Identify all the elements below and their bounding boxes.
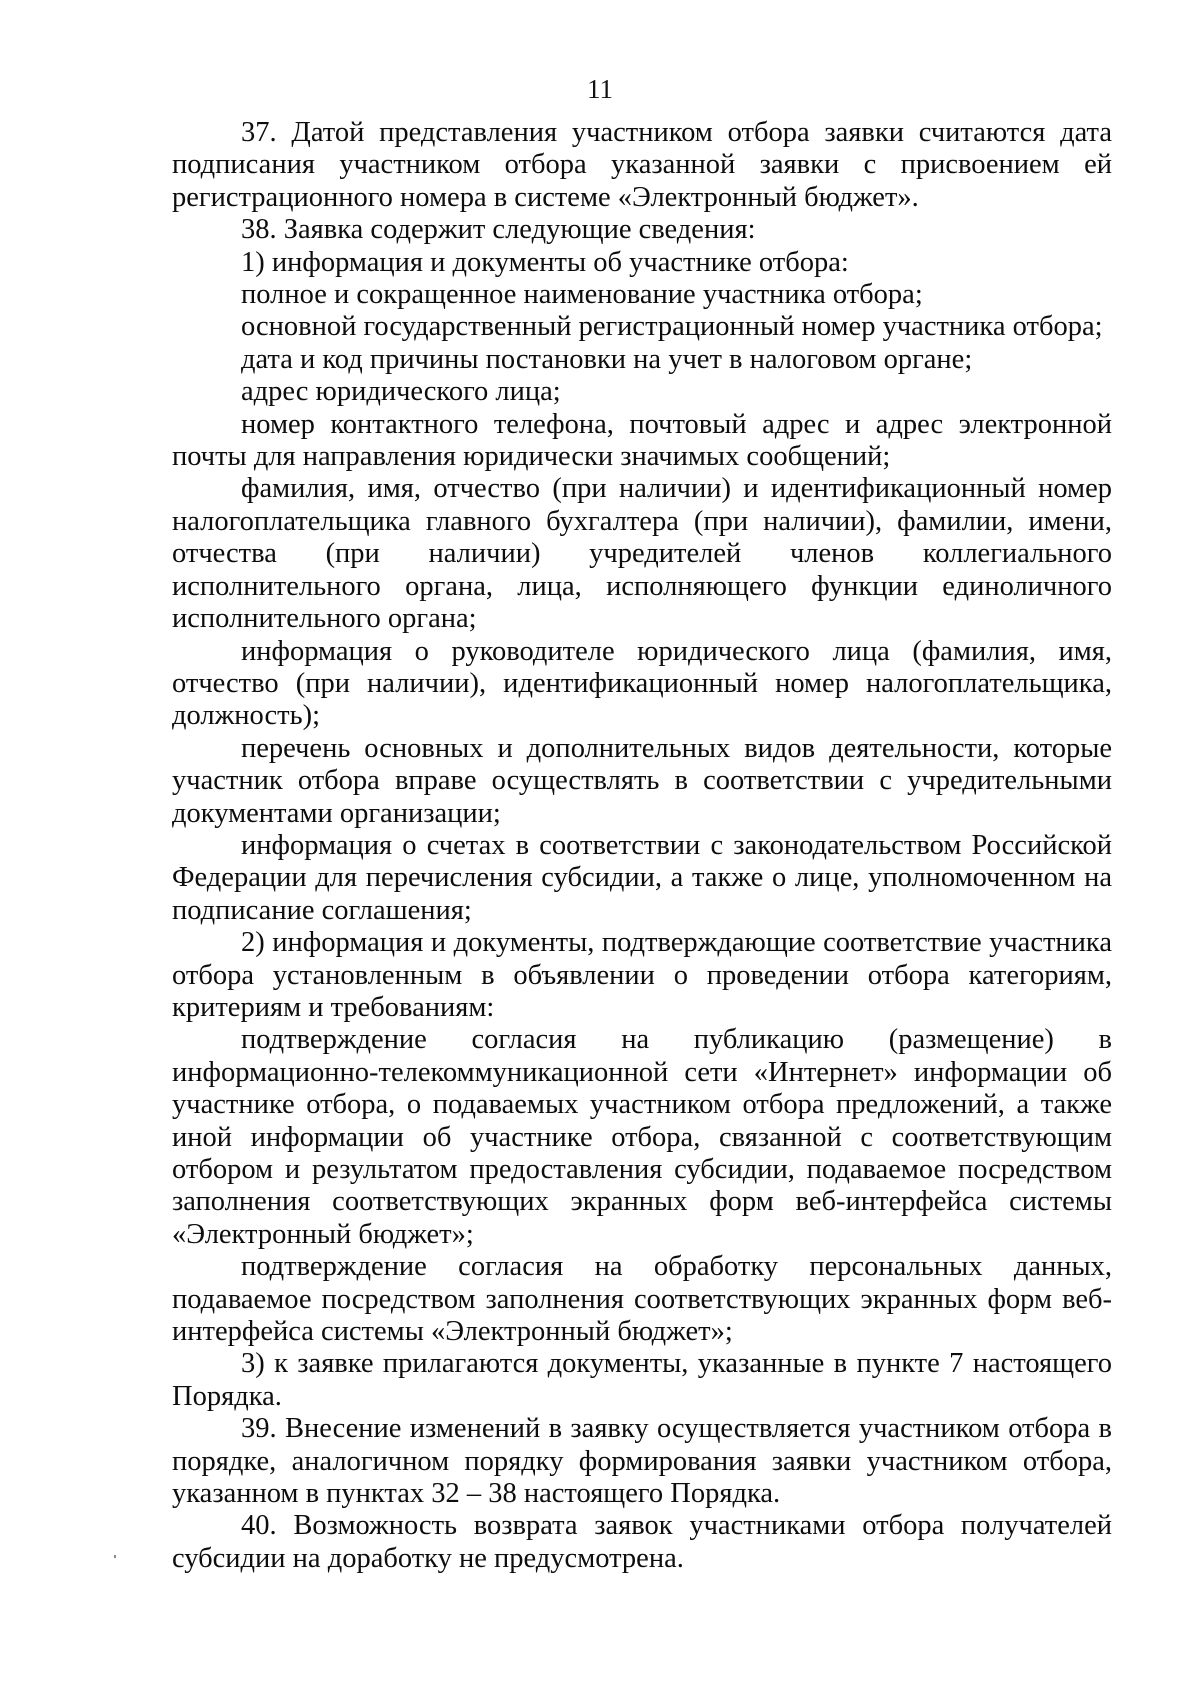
paragraph-37: 37. Датой представления участником отбора заявки считаются дата подписания участником отбора указанной заявки с присвоением ей регистрационного номера в системе «Электронный бюджет». [172, 117, 1112, 213]
list-item-contacts: номер контактного телефона, почтовый адрес и адрес электронной почты для направления юридически значимых сообщений; [172, 408, 1112, 473]
list-item-accountant-founders: фамилия, имя, отчество (при наличии) и идентификационный номер налогоплательщика главного бухгалтера (при наличии), фамилии, имени, отчества (при наличии) учредителей членов коллегиального исполнительного органа, лица, исполняющего функции единоличного исполнительного органа; [172, 473, 1112, 635]
scan-speck [114, 1555, 116, 1558]
list-item-accounts: информация о счетах в соответствии с законодательством Российской Федерации для перечисления субсидии, а также о лице, уполномоченном на подписание соглашения; [172, 829, 1112, 926]
list-item-2: 2) информация и документы, подтверждающие соответствие участника отбора установленным в объявлении о проведении отбора категориям, критериям и требованиям: [172, 927, 1112, 1023]
list-item-ogrn: основной государственный регистрационный номер участника отбора; [241, 311, 1103, 343]
list-item-personal-data-consent: подтверждение согласия на обработку персональных данных, подаваемое посредством заполнения соответствующих экранных форм веб-интерфейса системы «Электронный бюджет»; [172, 1251, 1112, 1348]
list-item-publication-consent: подтверждение согласия на публикацию (размещение) в информационно-телекоммуникационной сети «Интернет» информации об участнике отбора, о подаваемых участником отбора предложений, а также иной информации об участнике отбора, связанной с соответствующим отбором и результатом предоставления субсидии, подаваемое посредством заполнения соответствующих экранных форм веб-интерфейса системы «Электронный бюджет»; [172, 1024, 1112, 1250]
list-item-1: 1) информация и документы об участнике отбора: [241, 246, 849, 278]
list-item-3: 3) к заявке прилагаются документы, указанные в пункте 7 настоящего Порядка. [172, 1348, 1112, 1412]
paragraph-40: 40. Возможность возврата заявок участниками отбора получателей субсидии на доработку не предусмотрена. [172, 1510, 1112, 1574]
list-item-head-info: информация о руководителе юридического лица (фамилия, имя, отчество (при наличии), идентификационный номер налогоплательщика, должность); [172, 635, 1112, 732]
list-item-address: адрес юридического лица; [241, 376, 561, 408]
list-item-activities: перечень основных и дополнительных видов деятельности, которые участник отбора вправе осуществлять в соответствии с учредительными документами организации; [172, 732, 1112, 829]
list-item-tax-registration: дата и код причины постановки на учет в налоговом органе; [241, 343, 973, 375]
page-number: 11 [587, 74, 613, 104]
paragraph-39: 39. Внесение изменений в заявку осуществляется участником отбора в порядке, аналогичном порядку формирования заявки участником отбора, указанном в пунктах 32 – 38 настоящего Порядка. [172, 1413, 1112, 1510]
document-body [172, 117, 1112, 1575]
paragraph-38: 38. Заявка содержит следующие сведения: [241, 214, 756, 246]
list-item-full-name: полное и сокращенное наименование участника отбора; [241, 279, 923, 311]
